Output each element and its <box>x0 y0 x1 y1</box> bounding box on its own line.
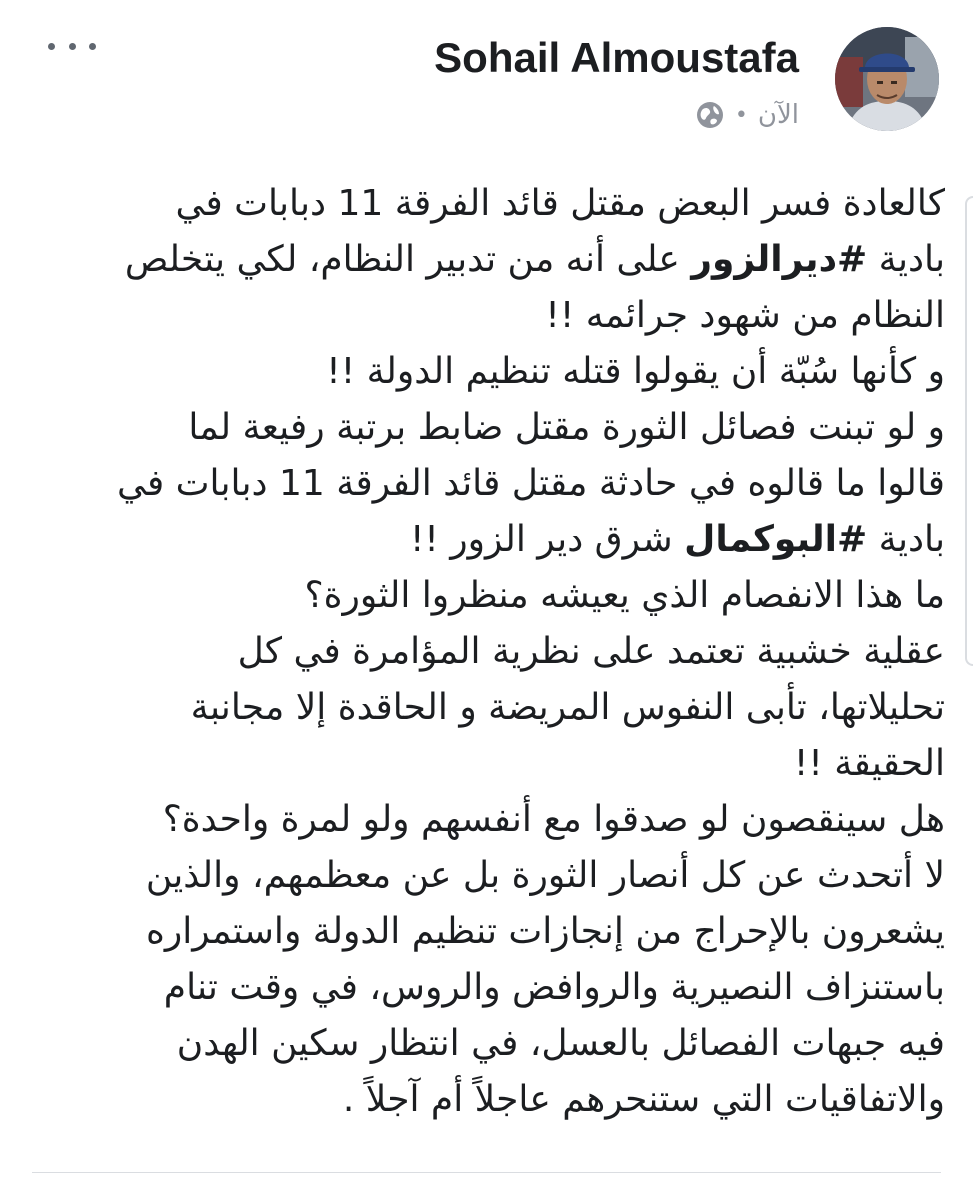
post-line <box>25 232 945 288</box>
post-line-text: شرق دير الزور !! <box>409 519 673 560</box>
post-line: عقلية خشبية تعتمد على نظرية المؤامرة في كل <box>237 631 945 672</box>
post-meta <box>695 96 799 134</box>
meta-separator: • <box>734 102 748 128</box>
more-horizontal-icon <box>48 43 55 50</box>
post-line: كالعادة فسر البعض مقتل قائد الفرقة 11 دبابات في <box>175 183 945 224</box>
post-line: الحقيقة !! <box>793 743 945 784</box>
post-line-prefix: بادية <box>878 519 945 560</box>
post-line: النظام من شهود جرائمه !! <box>545 295 945 336</box>
post-line: تحليلاتها، تأبى النفوس المريضة و الحاقدة إلا مجانبة <box>190 687 945 728</box>
globe-icon[interactable] <box>695 100 725 130</box>
hashtag-link[interactable]: #البوكمال <box>684 519 868 560</box>
post-line: و لو تبنت فصائل الثورة مقتل ضابط برتبة رفيعة لما <box>188 407 945 448</box>
post-line: و كأنها سُبّة أن يقولوا قتله تنظيم الدولة !! <box>326 351 945 392</box>
author-avatar[interactable] <box>835 27 939 131</box>
post-line: قالوا ما قالوه في حادثة مقتل قائد الفرقة 11 دبابات في <box>116 463 945 504</box>
post-body <box>25 176 945 1128</box>
post-line: باستنزاف النصيرية والروافض والروس، في وقت تنام <box>163 967 945 1008</box>
post-line: ما هذا الانفصام الذي يعيشه منظروا الثورة؟ <box>304 575 945 616</box>
more-horizontal-icon <box>89 43 96 50</box>
post-line-prefix: بادية <box>878 239 945 280</box>
avatar-photo <box>835 27 939 131</box>
post-header <box>0 0 973 150</box>
more-horizontal-icon <box>69 43 76 50</box>
post-line: والاتفاقيات التي ستنحرهم عاجلاً أم آجلاً . <box>342 1079 945 1120</box>
post-line-text: على أنه من تدبير النظام، لكي يتخلص <box>124 239 680 280</box>
post-line: لا أتحدث عن كل أنصار الثورة بل عن معظمهم، والذين <box>145 855 945 896</box>
post-line: هل سينقصون لو صدقوا مع أنفسهم ولو لمرة واحدة؟ <box>162 799 945 840</box>
post-line <box>25 512 945 568</box>
post-divider <box>32 1172 941 1173</box>
hashtag-link[interactable]: #ديرالزور <box>691 239 868 280</box>
author-name-link[interactable]: Sohail Almoustafa <box>434 34 799 81</box>
side-scroll-handle[interactable] <box>965 196 973 666</box>
post-line: يشعرون بالإحراج من إنجازات تنظيم الدولة واستمراره <box>145 911 945 952</box>
post-line: فيه جبهات الفصائل بالعسل، في انتظار سكين الهدن <box>176 1023 945 1064</box>
more-options-button[interactable] <box>48 34 96 58</box>
post-timestamp[interactable]: الآن <box>757 100 799 130</box>
